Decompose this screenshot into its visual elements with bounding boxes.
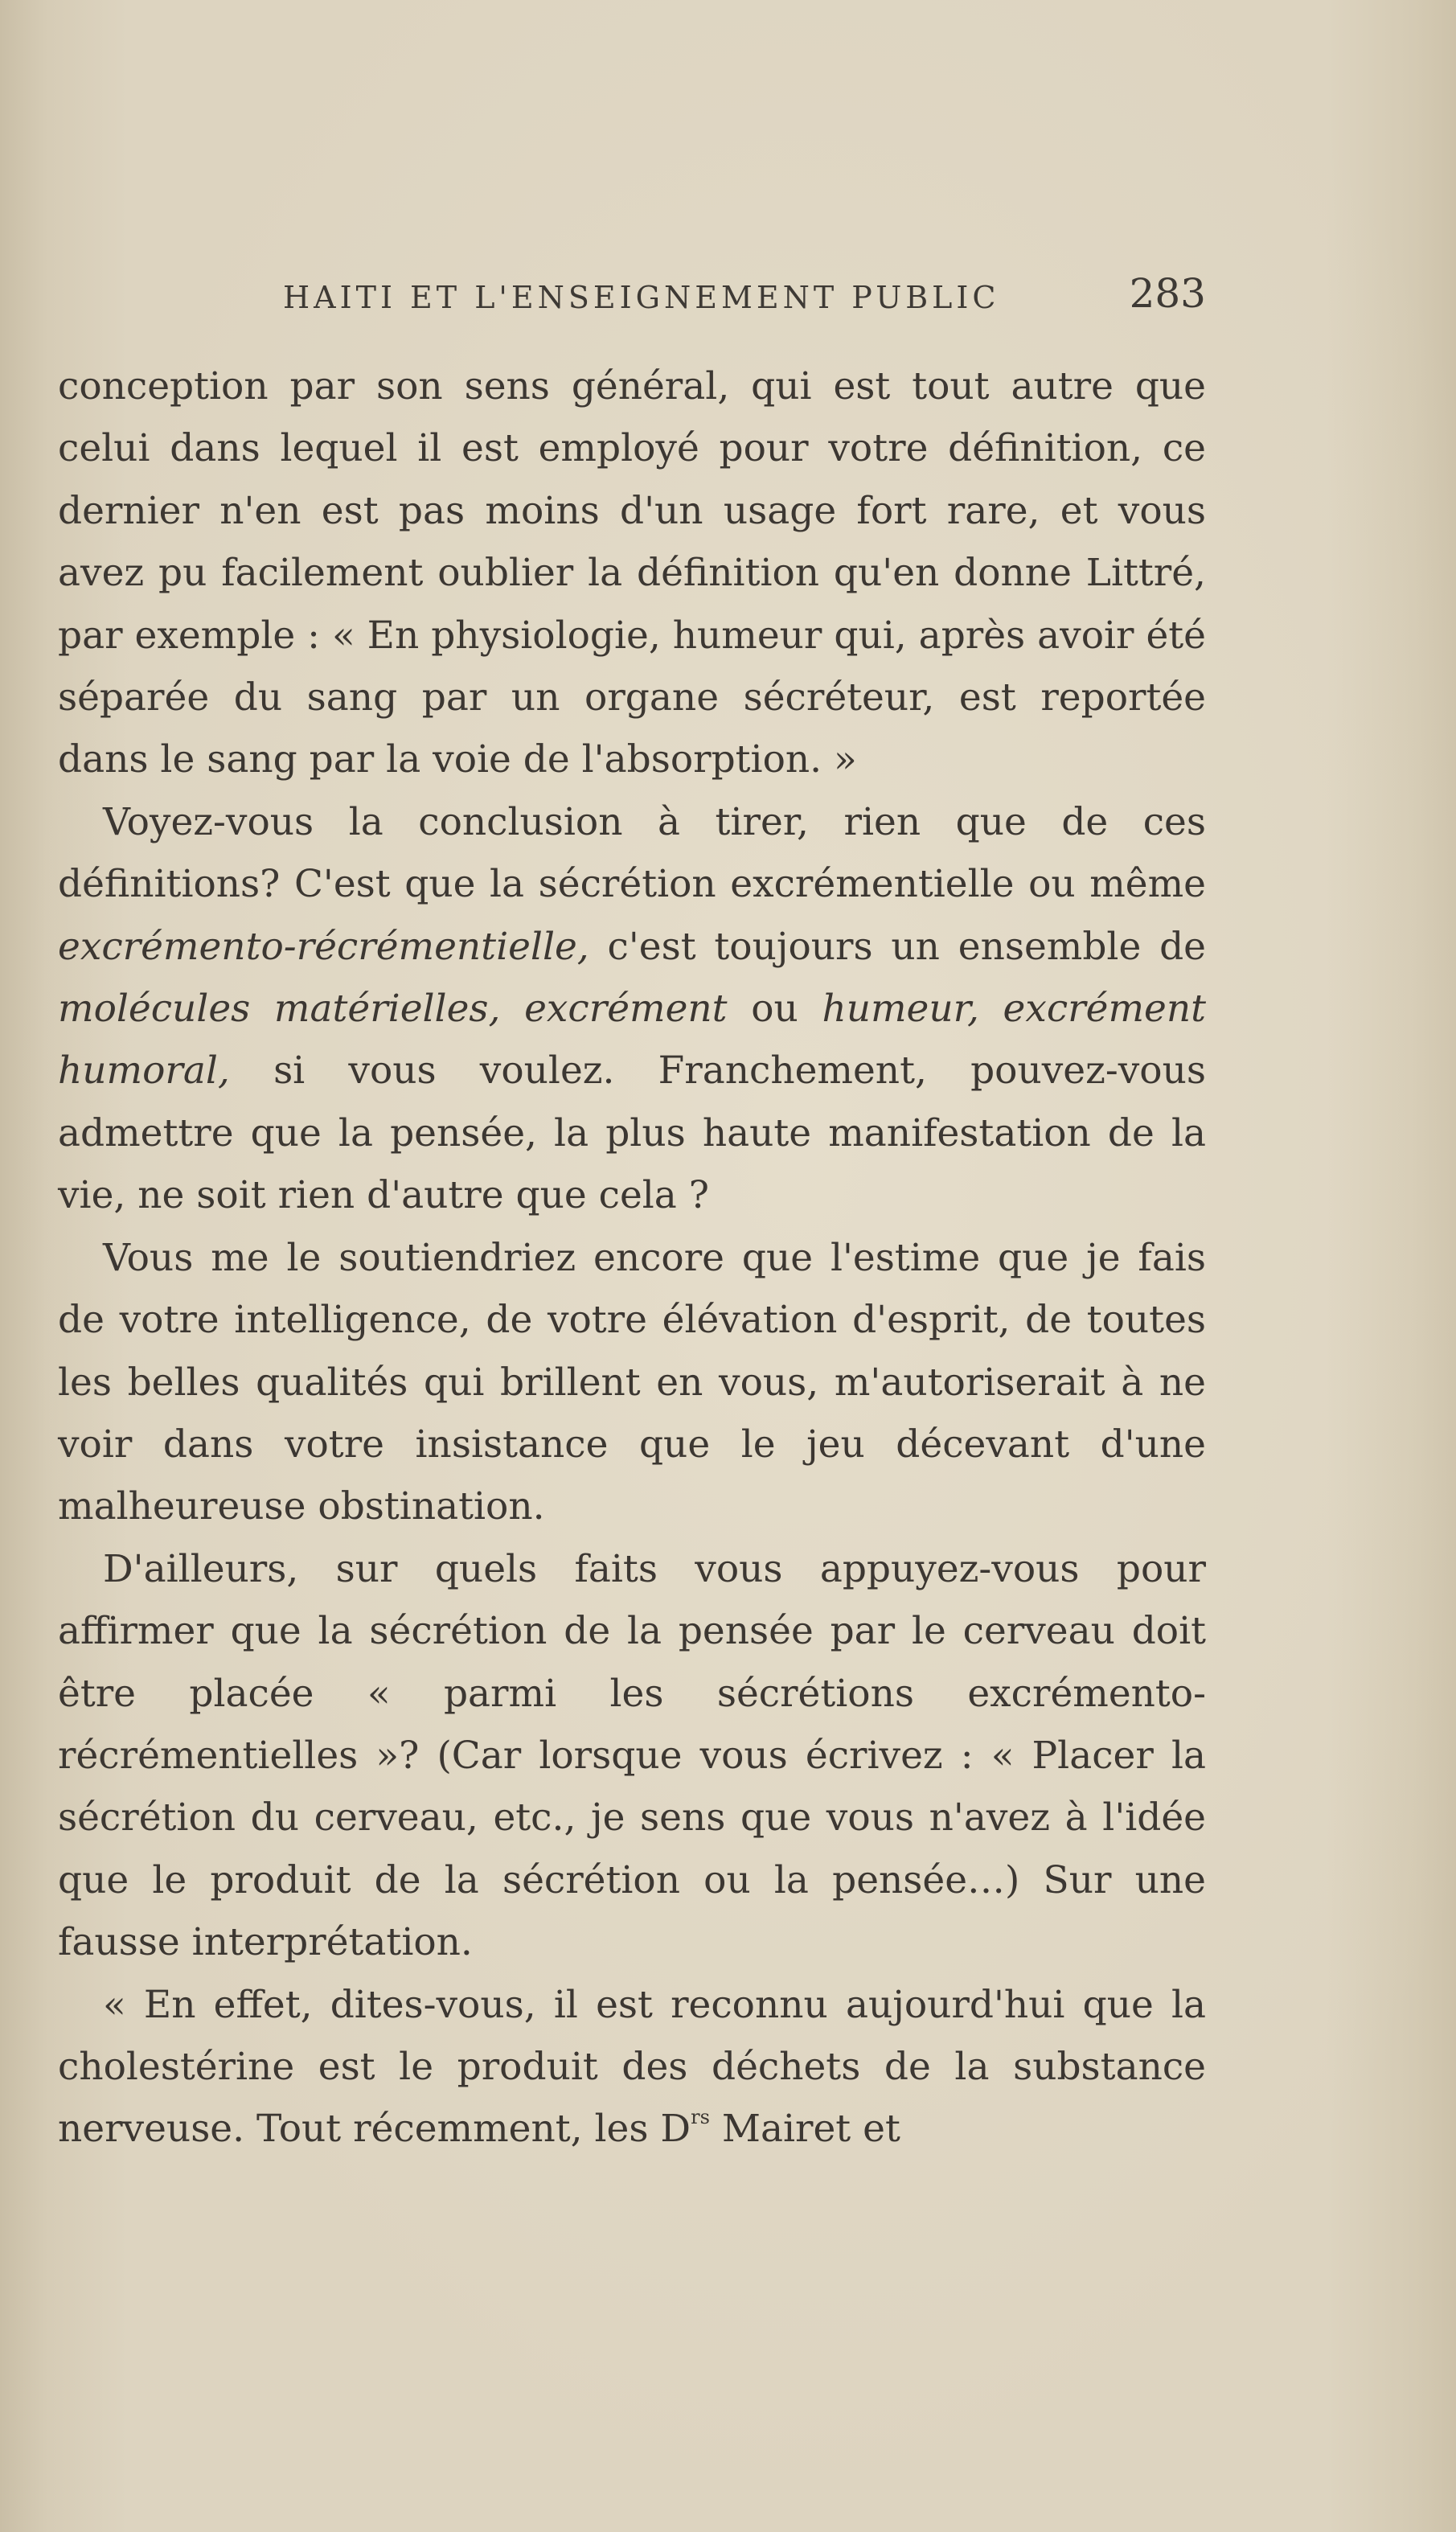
paragraph-2-text-3: ou	[751, 987, 798, 1032]
paragraph-2-italic-2: molécules matérielles, excrément	[58, 987, 728, 1032]
paragraph-5-text-1: « En effet, dites-vous, il est reconnu aujourd'hui que la cholestérine est le produit des déchets de la substance nerveuse. Tout récemment, les D	[58, 1982, 1206, 2152]
paragraph-5-text-2: Mairet et	[721, 2107, 900, 2152]
paragraph-3: Vous me le soutiendriez encore que l'estime que je fais de votre intelligence, de votre élévation d'esprit, de toutes les belles qualités qui brillent en vous, m'autoriserait à ne voir dans votre insistance que le jeu décevant d'une malheureuse obstination.	[58, 1235, 1206, 1529]
paragraph-2-italic-1: excrémento-récrémentielle,	[58, 924, 589, 969]
page-number: 283	[1129, 270, 1206, 317]
body-text	[58, 355, 1206, 2161]
paragraph-2-text-2: c'est toujours un ensemble de	[607, 924, 1206, 969]
page-header	[283, 270, 1206, 325]
paragraph-2-italic-3: humeur, excrément humoral,	[58, 987, 1206, 1094]
paragraph-2-text-1: Voyez-vous la conclusion à tirer, rien que de ces définitions? C'est que la sécrétion excrémentielle ou même	[58, 799, 1206, 907]
doctors-abbreviation-superscript: rs	[691, 2106, 710, 2129]
paragraph-2-text-4: si vous voulez. Franchement, pouvez-vous admettre que la pensée, la plus haute manifestation de la vie, ne soit rien d'autre que cela ?	[58, 1049, 1206, 1218]
paragraph-2	[58, 791, 1206, 1227]
paragraph-4: D'ailleurs, sur quels faits vous appuyez-vous pour affirmer que la sécrétion de la pensée par le cerveau doit être placée « parmi les sécrétions excrémento-récrémentielles »? (Car lorsque vous écrivez : « Placer la sécrétion du cerveau, etc., je sens que vous n'avez à l'idée que le produit de la sécrétion ou la pensée…) Sur une fausse interprétation.	[58, 1546, 1206, 1965]
paragraph-5	[58, 1974, 1206, 2161]
running-title: HAITI ET L'ENSEIGNEMENT PUBLIC	[283, 280, 1000, 315]
paragraph-1: conception par son sens général, qui est tout autre que celui dans lequel il est employé pour votre définition, ce dernier n'en est pas moins d'un usage fort rare, et vous avez pu facilement oublier la définition qu'en donne Littré, par exemple : « En physiologie, humeur qui, après avoir été séparée du sang par un organe sécréteur, est reportée dans le sang par la voie de l'absorption. »	[58, 364, 1206, 782]
